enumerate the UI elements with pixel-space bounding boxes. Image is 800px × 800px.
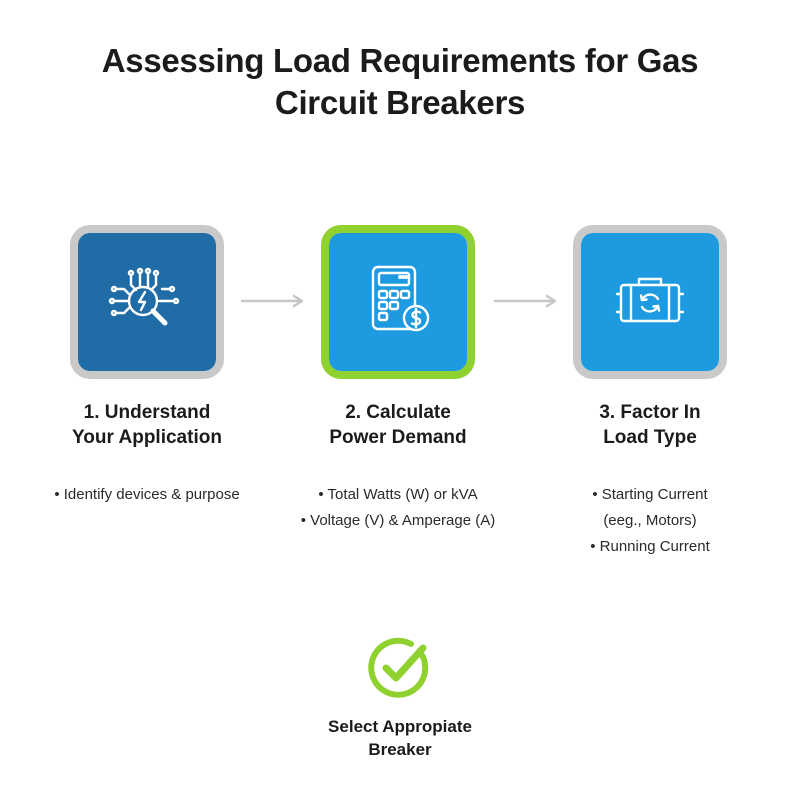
step-3-tile	[573, 225, 727, 379]
step-1-tile	[70, 225, 224, 379]
step-3-bullet-3: • Running Current	[590, 538, 710, 555]
step-2-label	[273, 400, 523, 450]
step-3-label	[525, 400, 775, 450]
step-2-tile	[321, 225, 475, 379]
step-2-label-line-1: 2. Calculate	[345, 402, 451, 423]
step-2-bullet-1: • Total Watts (W) or kVA	[318, 486, 478, 503]
motor-cycle-icon	[607, 259, 693, 345]
final-outcome	[250, 635, 550, 761]
step-1-label-line-2: Your Application	[72, 427, 222, 448]
arrow-right-icon	[240, 294, 306, 308]
title-line-1: Assessing Load Requirements for Gas	[101, 42, 699, 79]
step-1-bullets	[22, 482, 272, 508]
step-2-label-line-2: Power Demand	[329, 427, 467, 448]
step-1-label-line-1: 1. Understand	[83, 402, 211, 423]
arrow-right-icon	[493, 294, 559, 308]
step-3-label-line-1: 3. Factor In	[599, 402, 701, 423]
title-line-2: Circuit Breakers	[274, 84, 526, 121]
step-2-bullet-2: • Voltage (V) & Amperage (A)	[300, 512, 496, 529]
step-3-bullets	[525, 482, 775, 560]
final-label-line-2: Breaker	[368, 740, 432, 759]
step-3-bullet-2: (eeg., Motors)	[603, 512, 697, 529]
step-1-bullet-1: • Identify devices & purpose	[54, 486, 240, 503]
final-label-line-1: Select Appropiate	[328, 717, 472, 736]
calculator-dollar-icon	[355, 259, 441, 345]
checkmark-circle-icon	[367, 635, 433, 701]
final-label	[250, 715, 550, 761]
circuit-magnifier-icon	[104, 259, 190, 345]
step-2-bullets	[273, 482, 523, 534]
step-1-label	[22, 400, 272, 450]
step-3-label-line-2: Load Type	[603, 427, 697, 448]
step-3-bullet-1: • Starting Current	[592, 486, 708, 503]
diagram-title	[0, 40, 800, 124]
